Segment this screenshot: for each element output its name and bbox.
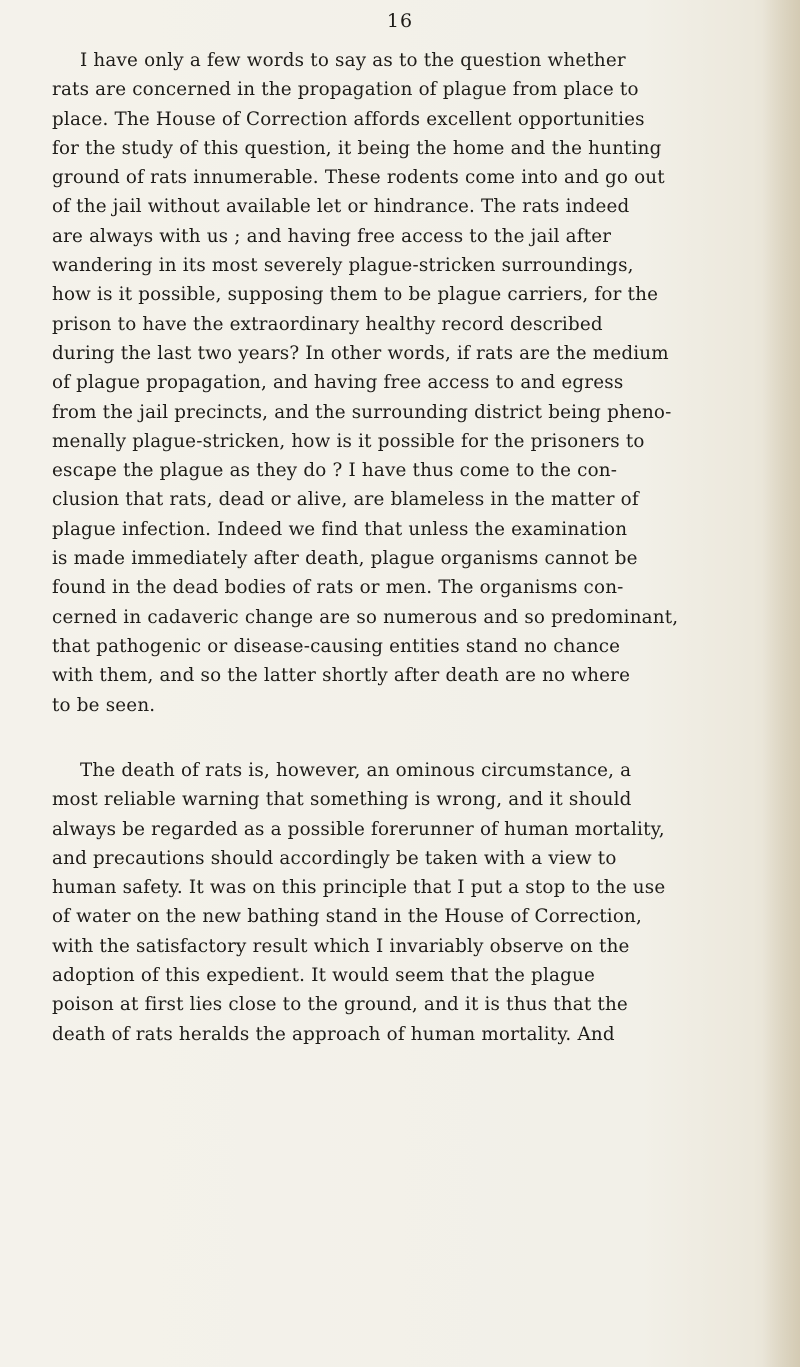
text-line: are always with us ; and having free access to the jail after	[52, 225, 612, 247]
text-line: most reliable warning that something is wrong, and it should	[52, 789, 632, 811]
text-line: and precautions should accordingly be taken with a view to	[52, 847, 617, 869]
paragraph-1	[52, 46, 787, 720]
text-line: poison at first lies close to the ground, and it is thus that the	[52, 994, 628, 1016]
text-line: escape the plague as they do ? I have thus come to the con-	[52, 460, 618, 482]
text-line: human safety. It was on this principle that I put a stop to the use	[52, 877, 666, 899]
text-line: cerned in cadaveric change are so numerous and so predominant,	[52, 606, 679, 628]
text-line: that pathogenic or disease-causing entities stand no chance	[52, 635, 621, 657]
text-line: with the satisfactory result which I invariably observe on the	[52, 935, 630, 957]
text-line: I have only a few words to say as to the question whether	[80, 50, 626, 71]
text-line: from the jail precincts, and the surrounding district being pheno-	[52, 401, 672, 423]
paragraph-2	[52, 756, 787, 1049]
text-line: of plague propagation, and having free access to and egress	[52, 372, 624, 394]
text-line: ground of rats innumerable. These rodents come into and go out	[52, 167, 665, 189]
text-line: clusion that rats, dead or alive, are blameless in the matter of	[52, 489, 639, 511]
text-line: death of rats heralds the approach of human mortality. And	[52, 1023, 615, 1045]
text-line: always be regarded as a possible forerunner of human mortality,	[52, 818, 665, 840]
page-number: 16	[386, 10, 414, 32]
text-line: The death of rats is, however, an ominous circumstance, a	[80, 760, 632, 781]
text-line: of water on the new bathing stand in the House of Correction,	[52, 906, 643, 928]
text-line: prison to have the extraordinary healthy record described	[52, 313, 603, 335]
text-line: found in the dead bodies of rats or men. The organisms con-	[52, 577, 624, 599]
text-line: menally plague-stricken, how is it possible for the prisoners to	[52, 430, 645, 452]
text-line: for the study of this question, it being the home and the hunting	[52, 137, 662, 159]
text-line: rats are concerned in the propagation of plague from place to	[52, 79, 639, 101]
text-line: during the last two years? In other words, if rats are the medium	[52, 342, 669, 364]
text-line: of the jail without available let or hindrance. The rats indeed	[52, 196, 630, 218]
text-line: to be seen.	[52, 694, 156, 716]
text-line: plague infection. Indeed we find that unless the examination	[52, 518, 628, 540]
text-line: how is it possible, supposing them to be plague carriers, for the	[52, 284, 659, 306]
text-line: is made immediately after death, plague organisms cannot be	[52, 548, 638, 570]
text-line: wandering in its most severely plague-stricken surroundings,	[52, 255, 634, 277]
text-line: adoption of this expedient. It would seem that the plague	[52, 965, 596, 987]
text-line: place. The House of Correction affords excellent opportunities	[52, 108, 645, 130]
text-line: with them, and so the latter shortly after death are no where	[52, 665, 631, 687]
